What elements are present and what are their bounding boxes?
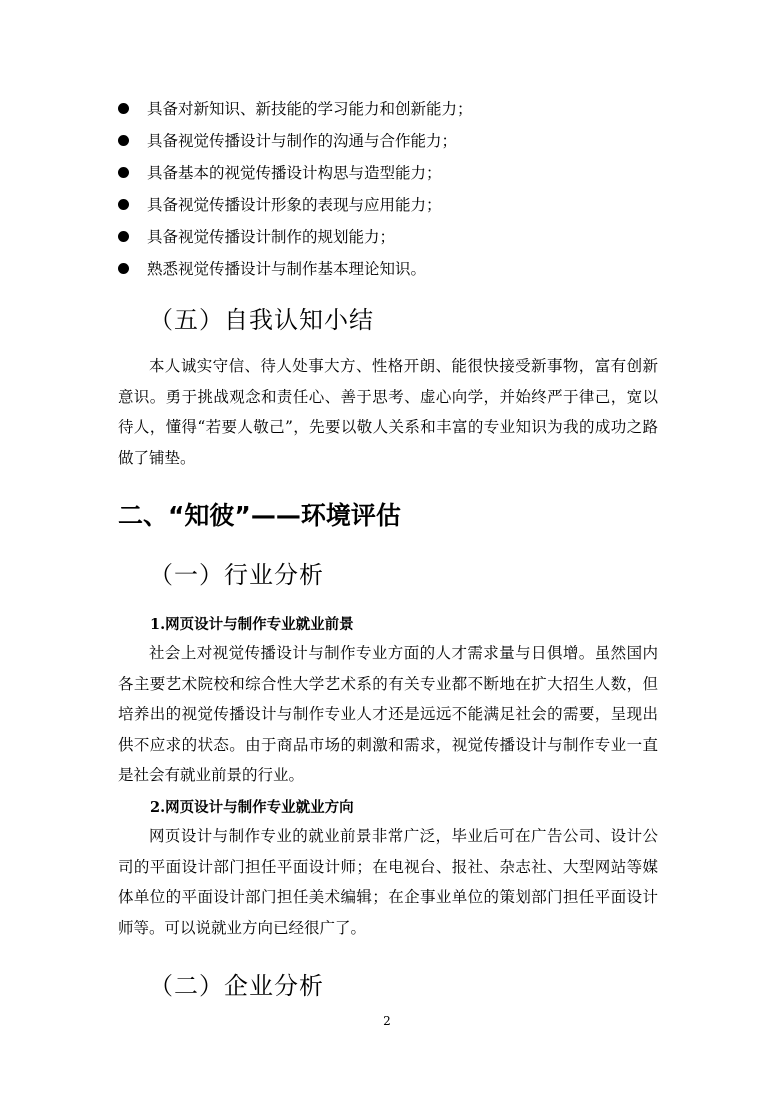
bullet-text: 具备对新知识、新技能的学习能力和创新能力； bbox=[147, 100, 473, 118]
bullet-dot-icon bbox=[118, 167, 129, 178]
bullet-text: 具备视觉传播设计与制作的沟通与合作能力； bbox=[147, 132, 458, 150]
bullet-text: 具备视觉传播设计制作的规划能力； bbox=[147, 228, 396, 246]
bullet-text: 熟悉视觉传播设计与制作基本理论知识。 bbox=[147, 260, 427, 278]
bullet-dot-icon bbox=[118, 263, 129, 274]
page-number: 2 bbox=[383, 1014, 391, 1028]
bullet-dot-icon bbox=[118, 199, 129, 210]
section-heading-industry: （一）行业分析 bbox=[149, 561, 324, 589]
bullet-text: 具备基本的视觉传播设计构思与造型能力； bbox=[147, 164, 442, 182]
subheading-employment-prospects: 1.网页设计与制作专业就业前景 bbox=[150, 616, 354, 633]
self-summary-paragraph: 本人诚实守信、待人处事大方、性格开朗、能很快接受新事物，富有创新意识。勇于挑战观念和责任心、善于思考、虚心向学，并始终严于律己，宽以待人，懂得“若要人敬己”，先要以敬人关系和丰富的专业知识为我的成功之路做了铺垫。 bbox=[118, 357, 658, 467]
bullet-dot-icon bbox=[118, 231, 129, 242]
section-heading-self-summary: （五）自我认知小结 bbox=[149, 306, 374, 334]
skills-bullet-list bbox=[117, 93, 677, 285]
bullet-item bbox=[117, 221, 677, 253]
bullet-dot-icon bbox=[118, 135, 129, 146]
bullet-text: 具备视觉传播设计形象的表现与应用能力； bbox=[147, 196, 442, 214]
subheading-employment-direction: 2.网页设计与制作专业就业方向 bbox=[150, 799, 354, 816]
employment-prospects-paragraph: 社会上对视觉传播设计与制作专业方面的人才需求量与日俱增。虽然国内各主要艺术院校和综合性大学艺术系的有关专业都不断地在扩大招生人数，但培养出的视觉传播设计与制作专业人才还是远远不能满足社会的需要，呈现出供不应求的状态。由于商品市场的刺激和需求，视觉传播设计与制作专业一直是社会有就业前景的行业。 bbox=[118, 644, 658, 784]
bullet-item bbox=[117, 157, 677, 189]
chapter-heading-environment: 二、“知彼”——环境评估 bbox=[118, 501, 401, 530]
bullet-item bbox=[117, 253, 677, 285]
bullet-item bbox=[117, 189, 677, 221]
bullet-item bbox=[117, 125, 677, 157]
section-heading-enterprise: （二）企业分析 bbox=[149, 972, 324, 1000]
employment-direction-paragraph: 网页设计与制作专业的就业前景非常广泛，毕业后可在广告公司、设计公司的平面设计部门担任平面设计师；在电视台、报社、杂志社、大型网站等媒体单位的平面设计部门担任美术编辑；在企事业单位的策划部门担任平面设计师等。可以说就业方向已经很广了。 bbox=[118, 827, 658, 937]
bullet-dot-icon bbox=[118, 103, 129, 114]
bullet-item bbox=[117, 93, 677, 125]
